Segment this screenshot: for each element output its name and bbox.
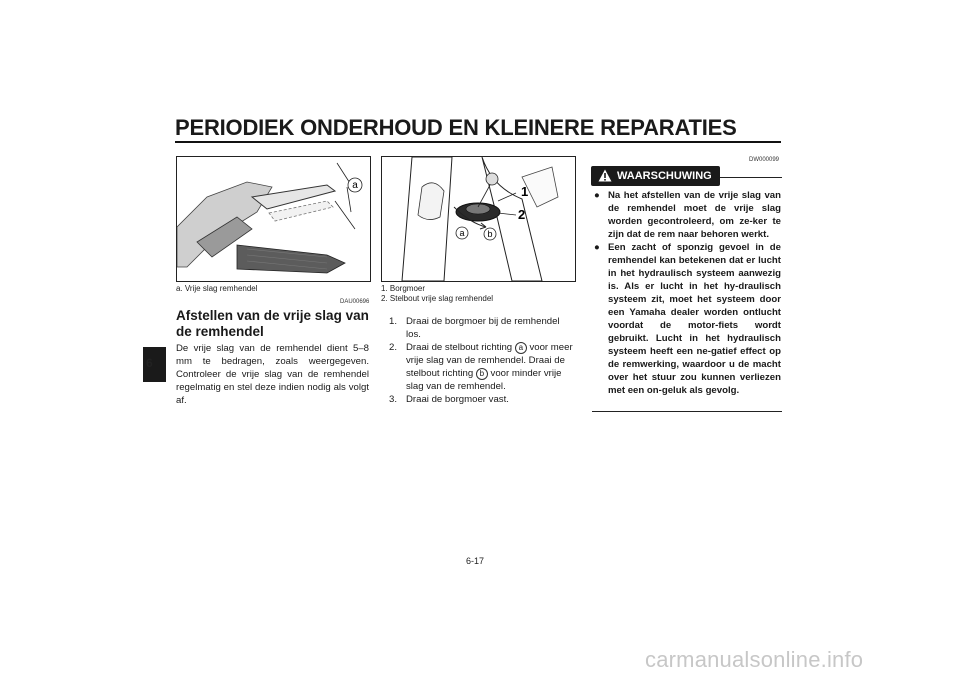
figure1-caption: a. Vrije slag remhendel <box>176 284 258 293</box>
figure2-callout-b: b <box>487 229 493 239</box>
warning-triangle-icon <box>598 169 612 182</box>
figure1-callout-a: a <box>352 180 358 191</box>
step-text-part: voor meer vrije slag van de remhendel. Draai de stelbout richting <box>406 342 573 379</box>
section-body: De vrije slag van de remhendel dient 5–8 mm te bedragen, zoals weergegeven. Controleer de vrije slag van de remhendel regelmatig en stel deze indien nodig als volgt af. <box>176 343 369 406</box>
warning-item <box>594 241 781 397</box>
section-heading: Afstellen van de vrije slag van de remhendel <box>176 308 369 339</box>
warning-label <box>591 166 720 186</box>
title-rule <box>175 141 781 143</box>
step-text-part: voor minder vrije slag van de remhendel. <box>406 368 562 392</box>
page-title: PERIODIEK ONDERHOUD EN KLEINERE REPARATIES <box>175 115 737 140</box>
warning-doc-code: DW000099 <box>749 157 780 163</box>
figure2-callout-2: 2 <box>518 207 526 222</box>
figure2-callout-1: 1 <box>521 184 529 199</box>
step-number: 2. <box>389 342 398 353</box>
warning-item-text: Een zacht of sponzig gevoel in de remhendel kan betekenen dat er lucht in het hydraulisch systeem aanwezig is. Als er lucht in het hy-draulisch systeem zit, moet het systeem door een Yamaha dealer worden ontlucht voordat de motor-fiets wordt gebruikt. Lucht in het hydraulisch systeem heeft een ne-gatief effect op de remwerking, waardoor u de macht over het stuur zou kunnen verliezen met een on-geluk als gevolg. <box>608 242 781 396</box>
watermark: carmanualsonline.info <box>645 647 864 672</box>
step-item <box>389 393 575 406</box>
step-item <box>389 341 575 393</box>
warning-list <box>594 189 781 397</box>
step-item <box>389 315 575 341</box>
page-number: 6-17 <box>466 556 485 566</box>
procedure-steps <box>389 315 575 406</box>
step-text: Draai de borgmoer vast. <box>406 394 509 405</box>
figure2-caption-2: 2. Stelbout vrije slag remhendel <box>381 294 494 303</box>
section-doc-code: DAU00696 <box>340 299 370 305</box>
adjuster-figure <box>381 156 576 282</box>
direction-b-mark: b <box>476 368 488 380</box>
brake-lever-illustration <box>177 157 370 281</box>
chapter-tab-number: 6 <box>146 356 153 370</box>
step-number: 3. <box>389 394 398 405</box>
figure2-caption-1: 1. Borgmoer <box>381 284 426 293</box>
warning-item-text: Na het afstellen van de vrije slag van de remhendel moet de vrije slag worden gecontroleerd, om ze-ker te zijn dat de rem naar behoren werkt. <box>608 190 781 240</box>
warning-label-text: WAARSCHUWING <box>617 170 712 182</box>
bullet-icon: ● <box>594 190 600 201</box>
step-text: Draai de borgmoer bij de remhendel los. <box>406 316 560 340</box>
figure2-callout-a: a <box>459 228 465 238</box>
warning-bottom-rule <box>592 411 782 412</box>
brake-lever-figure <box>176 156 371 282</box>
warning-item <box>594 189 781 241</box>
bullet-icon: ● <box>594 242 600 253</box>
step-text-part: Draai de stelbout richting <box>406 342 513 353</box>
step-number: 1. <box>389 316 398 327</box>
direction-a-mark: a <box>515 342 527 354</box>
adjuster-illustration <box>382 157 575 281</box>
